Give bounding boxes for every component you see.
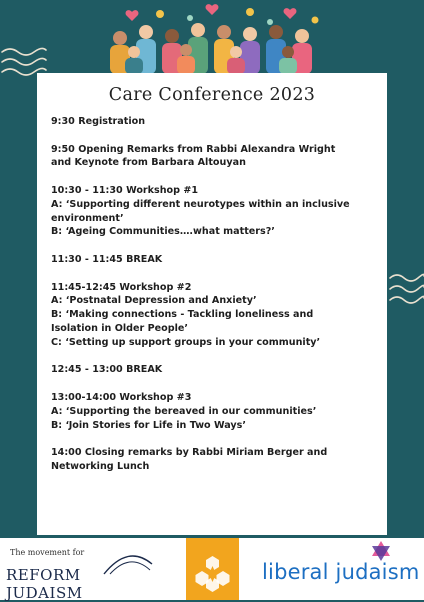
agenda-line: A: ‘Supporting the bereaved in our communities’	[51, 405, 317, 417]
liberal-judaism-wordmark: liberal judaism	[262, 560, 420, 584]
heart-icon	[126, 4, 297, 21]
agenda-item	[51, 363, 381, 377]
reform-tagline: The movement for	[10, 548, 85, 557]
agenda-line: B: ‘Making connections - Tackling loneliness and	[51, 309, 314, 321]
agenda-item	[51, 115, 381, 129]
agenda-line: A: ‘Postnatal Depression and Anxiety’	[51, 295, 257, 307]
agenda-item	[51, 184, 381, 239]
reform-wordmark: REFORM JUDAISM	[6, 566, 83, 602]
agenda-line: 12:45 - 13:00 BREAK	[51, 364, 163, 376]
hexagon-star-icon	[192, 552, 233, 596]
wave-icon	[388, 268, 424, 310]
agenda-line: Networking Lunch	[51, 460, 150, 472]
agenda-card	[37, 73, 387, 535]
agenda-item	[51, 391, 381, 432]
agenda-line: 13:00-14:00 Workshop #3	[51, 391, 192, 403]
page-title: Care Conference 2023	[108, 85, 316, 105]
agenda-line: Isolation in Older People’	[51, 322, 189, 334]
star-of-david-icon	[370, 540, 392, 562]
agenda-item	[51, 253, 381, 267]
agenda-line: 10:30 - 11:30 Workshop #1	[51, 184, 199, 196]
agenda-line: 14:00 Closing remarks by Rabbi Miriam Berger and	[51, 447, 328, 459]
agenda-line: 11:45-12:45 Workshop #2	[51, 281, 192, 293]
agenda-line: environment’	[51, 212, 124, 224]
logo-strip	[0, 538, 424, 600]
agenda-line: B: ‘Join Stories for Life in Two Ways’	[51, 419, 247, 431]
agenda-line: B: ‘Ageing Communities….what matters?’	[51, 226, 275, 238]
agenda-item	[51, 281, 381, 350]
agenda-line: C: ‘Setting up support groups in your community’	[51, 336, 321, 348]
agenda-list	[51, 115, 381, 488]
reform-judaism-logo	[6, 546, 156, 602]
crowd-illustration	[100, 2, 330, 74]
agenda-item	[51, 446, 381, 474]
center-logo	[186, 538, 239, 600]
agenda-line: 9:50 Opening Remarks from Rabbi Alexandra Wright	[51, 143, 336, 155]
agenda-line: A: ‘Supporting different neurotypes within an inclusive	[51, 198, 350, 210]
agenda-item	[51, 143, 381, 171]
agenda-line: 9:30 Registration	[51, 116, 146, 127]
agenda-line: 11:30 - 11:45 BREAK	[51, 253, 163, 265]
agenda-line: and Keynote from Barbara Altouyan	[51, 157, 246, 169]
